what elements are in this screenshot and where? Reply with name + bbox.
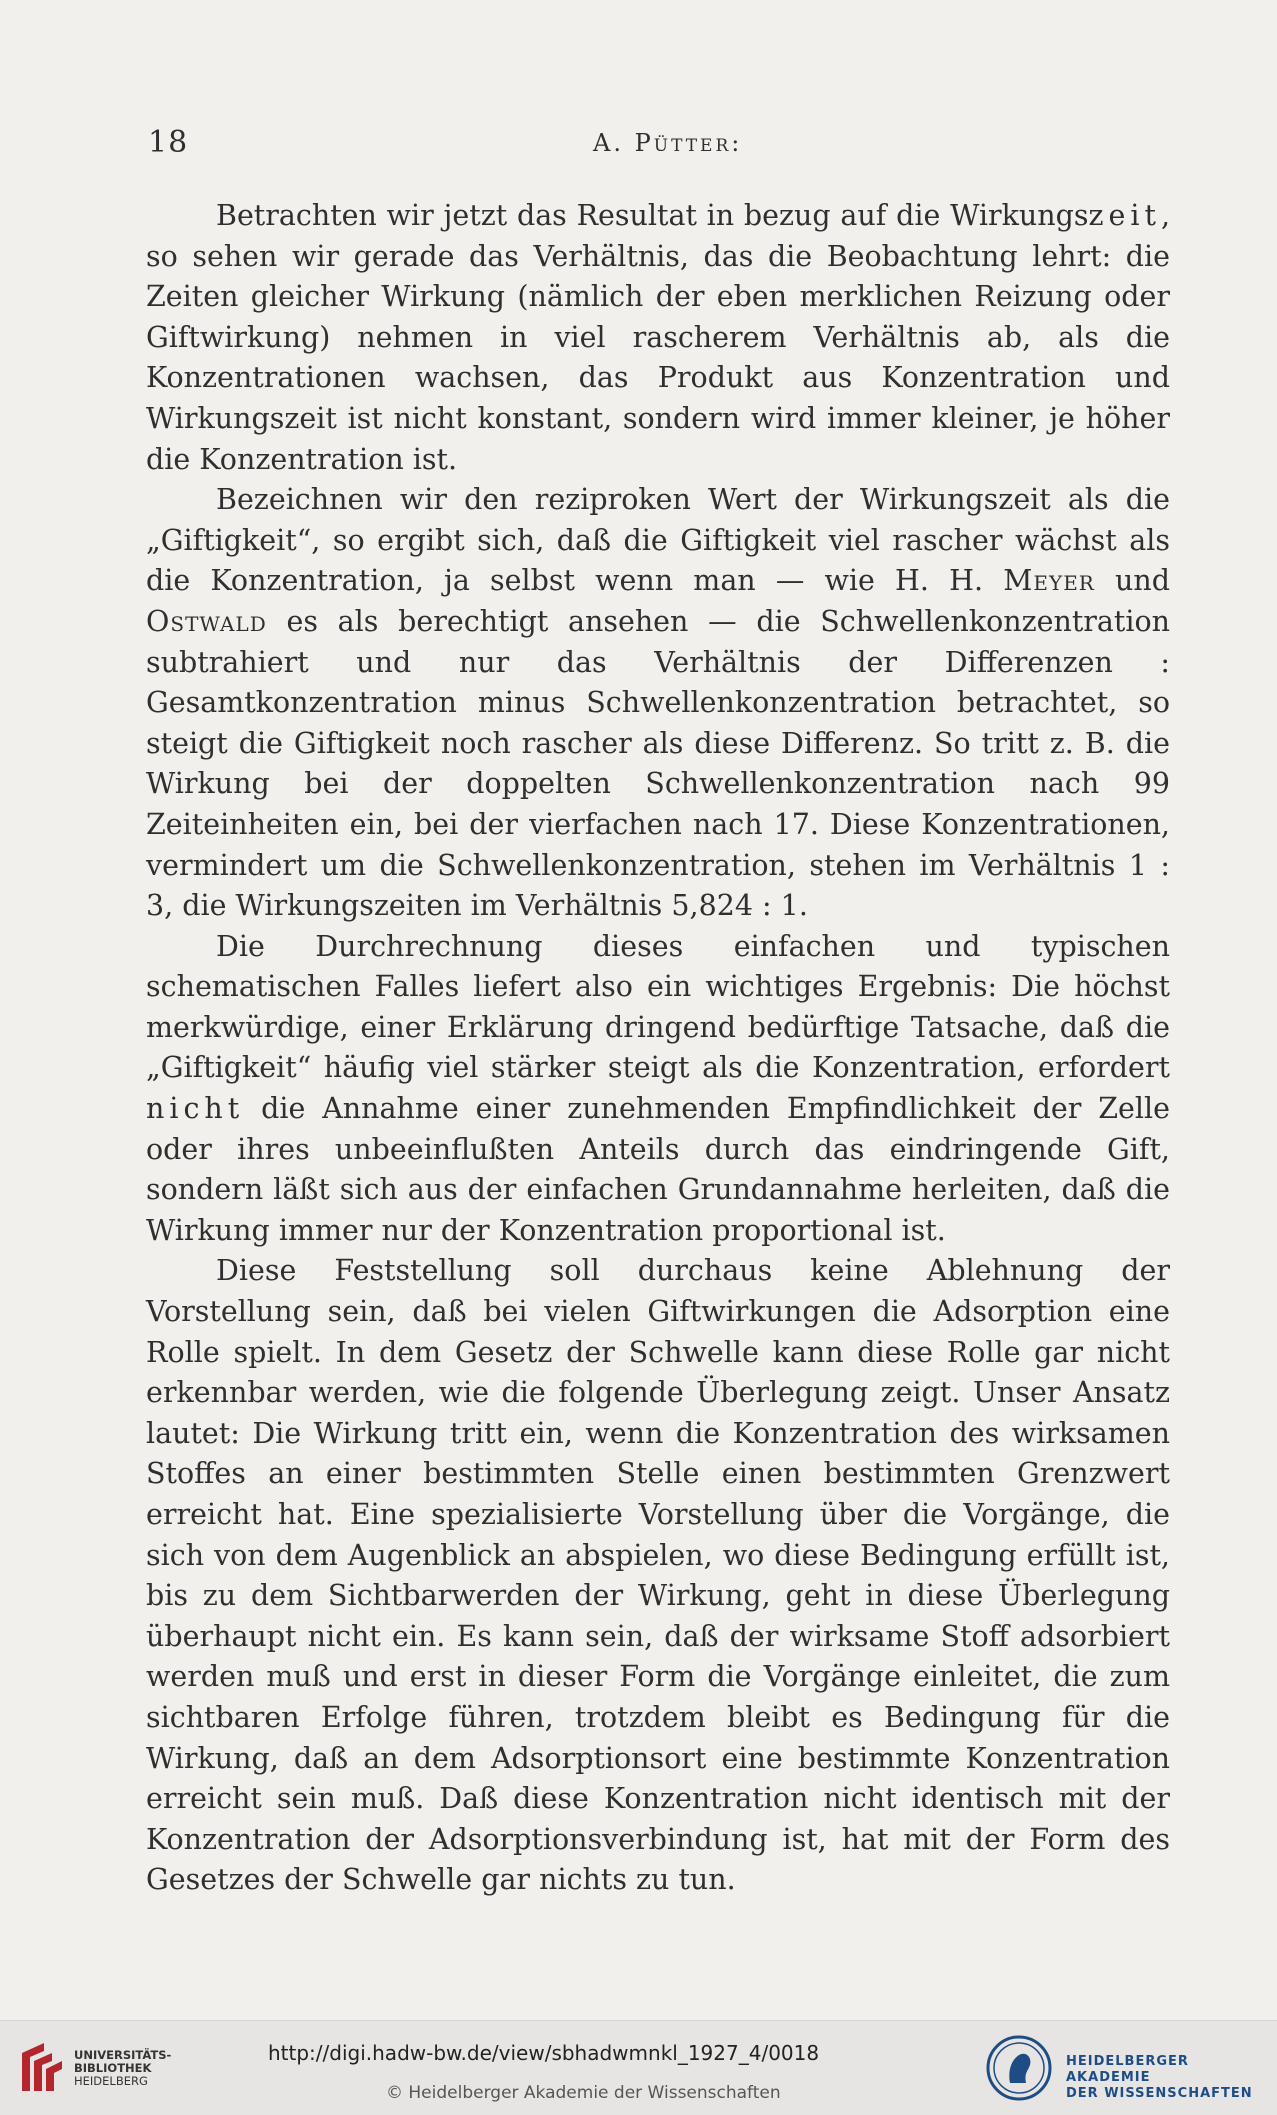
paragraph-2: Bezeichnen wir den reziproken Wert der Wirkungszeit als die „Giftigkeit“, so ergibt sich, daß die Giftigkeit viel rascher wächst als die Konzentration, ja selbst wenn man — wie H. H. Meyer und Ostwald es als berechtigt ansehen — die Schwellenkonzentration subtrahiert und nur das Verhältnis der Differenzen : Gesamtkonzentration minus Schwellenkonzentration betrachtet, so steigt die Giftigkeit noch rascher als diese Differenz. So tritt z. B. die Wirkung bei der doppelten Schwellenkonzentration nach 99 Zeiteinheiten ein, bei der vierfachen nach 17. Diese Konzentrationen, vermindert um die Schwellenkonzentration, stehen im Verhältnis 1 : 3, die Wirkungszeiten im Verhältnis 5,824 : 1. [146, 483, 1170, 923]
author-name-meyer: Meyer [1003, 564, 1095, 598]
paragraph-1: Betrachten wir jetzt das Resultat in bezug auf die Wirkungszeit, so sehen wir gerade das Verhältnis, das die Beobachtung lehrt: die Zeiten gleicher Wirkung (nämlich der eben merklichen Reizung oder Giftwirkung) nehmen in viel rascherem Verhältnis ab, als die Konzentrationen wachsen, das Produkt aus Konzentration und Wirkungszeit ist nicht konstant, sondern wird immer kleiner, je höher die Konzentration ist. [146, 199, 1170, 476]
paragraph-3: Die Durchrechnung dieses einfachen und typischen schematischen Falles liefert also ein wichtiges Ergebnis: Die höchst merkwürdige, einer Erklärung dringend bedürftige Tatsache, daß die „Giftigkeit“ häufig viel stärker steigt als die Konzentration, erfordert nicht die Annahme einer zunehmenden Empfindlichkeit der Zelle oder ihres unbeeinflußten Anteils durch das eindringende Gift, sondern läßt sich aus der einfachen Grundannahme herleiten, daß die Wirkung immer nur der Konzentration proportional ist. [146, 929, 1170, 1247]
academy-seal-logo-icon [986, 2035, 1052, 2101]
academy-name: HEIDELBERGER AKADEMIE DER WISSENSCHAFTEN [1066, 2054, 1253, 2101]
running-head: A. Pütter: [593, 129, 743, 157]
spaced-emphasis: nicht [146, 1092, 245, 1126]
library-name: UNIVERSITÄTS- BIBLIOTHEK HEIDELBERG [74, 2048, 172, 2088]
body-text [146, 196, 1170, 1901]
university-library-logo-icon [14, 2039, 74, 2099]
author-name-ostwald: Ostwald [146, 604, 267, 638]
paragraph-4: Diese Feststellung soll durchaus keine Ablehnung der Vorstellung sein, daß bei vielen Giftwirkungen die Adsorption eine Rolle spielt. In dem Gesetz der Schwelle kann diese Rolle gar nicht erkennbar werden, wie die folgende Überlegung zeigt. Unser Ansatz lautet: Die Wirkung tritt ein, wenn die Konzentration des wirksamen Stoffes an einer bestimmten Stelle einen bestimmten Grenzwert erreicht hat. Eine spezialisierte Vorstellung über die Vorgänge, die sich von dem Augenblick an abspielen, wo diese Bedingung erfüllt ist, bis zu dem Sichtbarwerden der Wirkung, geht in diese Überlegung überhaupt nicht ein. Es kann sein, daß der wirksame Stoff adsorbiert werden muß und erst in dieser Form die Vorgänge einleitet, die zum sichtbaren Erfolge führen, trotzdem bleibt es Bedingung für die Wirkung, daß an dem Adsorptionsort eine bestimmte Konzentration erreicht sein muß. Daß diese Konzentration nicht identisch mit der Konzentration der Adsorptionsverbindung ist, hat mit der Form des Gesetzes der Schwelle gar nichts zu tun. [146, 1254, 1170, 1897]
spaced-emphasis: zeit [1088, 199, 1161, 232]
page-number: 18 [148, 125, 189, 160]
copyright-notice: © Heidelberger Akademie der Wissenschaften [386, 2083, 781, 2103]
page-header [148, 125, 1168, 165]
viewer-footer [0, 2020, 1277, 2115]
permalink-url[interactable]: http://digi.hadw-bw.de/view/sbhadwmnkl_1927_4/0018 [268, 2041, 820, 2065]
